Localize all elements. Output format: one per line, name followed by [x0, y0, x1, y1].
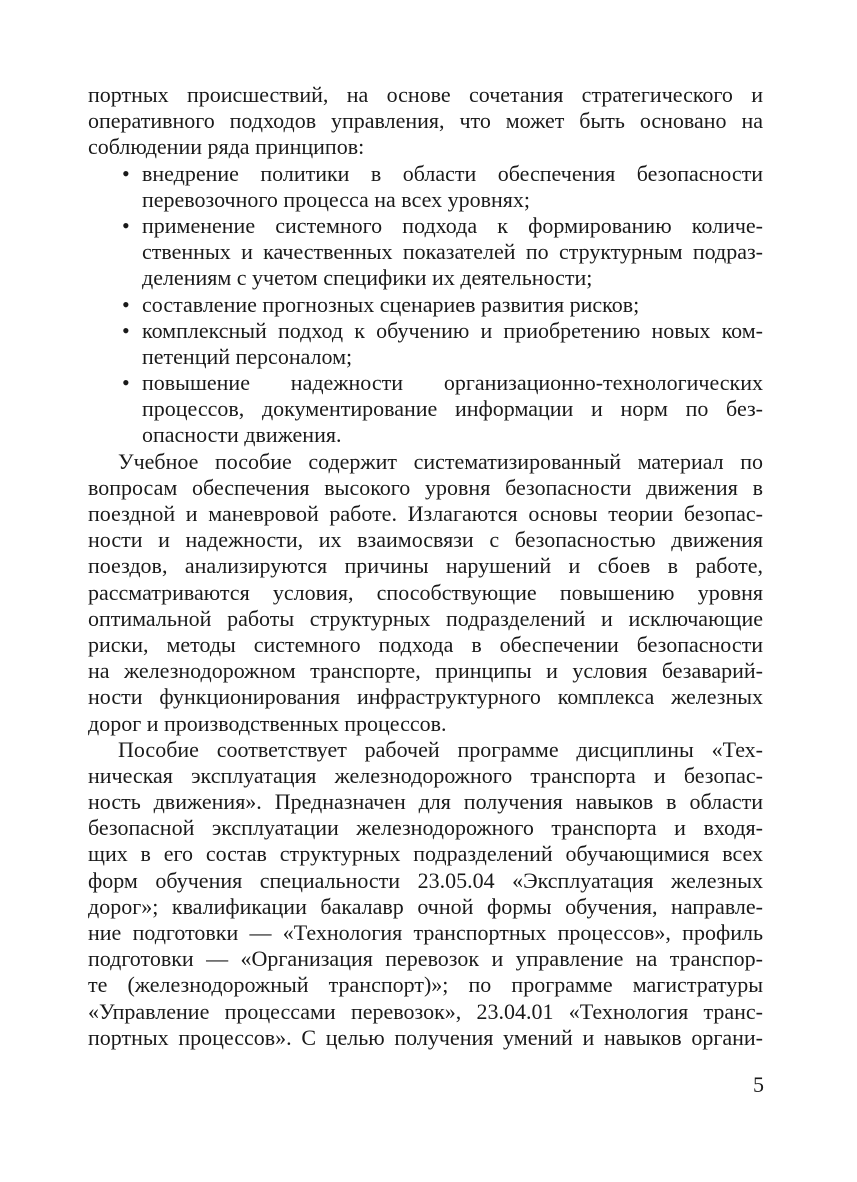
text-line: петенций персоналом; — [142, 343, 353, 369]
text-line: на железнодорожном транспорте, принципы и условия безаварий- — [88, 658, 763, 684]
text-line — [88, 161, 763, 187]
text-line: соблюдении ряда принципов: — [88, 134, 365, 160]
list-item-text: применение системного подхода к формированию количе- — [142, 212, 763, 238]
text-line: дорог и производственных процессов. — [88, 710, 447, 736]
text-line: рассматриваются условия, способствующие повышению уровня — [88, 579, 763, 605]
list-item-text: внедрение политики в области обеспечения безопасности — [142, 160, 763, 186]
text-line: оптимальной работы структурных подразделений и исключающие — [88, 605, 763, 631]
principles-list — [88, 161, 763, 449]
text-line: «Управление процессами перевозок», 23.04.01 «Технология транс- — [88, 998, 763, 1024]
list-item — [88, 161, 763, 213]
text-line: риски, методы системного подхода в обеспечении безопасности — [88, 631, 763, 657]
text-line: поездов, анализируются причины нарушений и сбоев в работе, — [88, 553, 763, 579]
bullet-marker: • — [122, 291, 130, 317]
paragraph-2 — [88, 737, 763, 1051]
text-line — [88, 370, 763, 396]
text-line: щих в его состав структурных подразделений обучающимися всех — [88, 841, 763, 867]
bullet-marker: • — [122, 212, 130, 238]
text-line — [88, 292, 763, 318]
bullet-marker: • — [122, 370, 130, 396]
text-line: ническая эксплуатация железнодорожного транспорта и безопас- — [88, 762, 763, 788]
text-line: ние подготовки — «Технология транспортных процессов», профиль — [88, 920, 763, 945]
intro-paragraph — [88, 82, 763, 161]
text-line: оперативного подходов управления, что может быть основано на — [88, 108, 763, 134]
text-line: Учебное пособие содержит систематизированный материал по — [118, 448, 763, 474]
text-line: дорог»; квалификации бакалавр очной формы обучения, направле- — [88, 893, 763, 919]
bullet-marker: • — [122, 317, 130, 343]
text-line — [88, 213, 763, 239]
page-number: 5 — [753, 1072, 764, 1097]
page-body — [88, 82, 763, 1051]
text-line: подготовки — «Организация перевозок и управление на транспор- — [88, 946, 763, 972]
text-line — [88, 318, 763, 344]
list-item — [88, 292, 763, 318]
list-item — [88, 318, 763, 370]
text-line: безопасной эксплуатации железнодорожного транспорта и входя- — [88, 815, 763, 841]
text-line: опасности движения. — [142, 422, 342, 448]
list-item — [88, 370, 763, 449]
text-line: поездной и маневровой работе. Излагаются основы теории безопас- — [88, 501, 763, 526]
text-line: ственных и качественных показателей по структурным подраз- — [142, 239, 763, 265]
bullet-marker: • — [122, 160, 130, 186]
text-line: портных происшествий, на основе сочетания стратегического и — [88, 82, 763, 107]
list-item-text: повышение надежности организационно-технологических — [142, 370, 763, 396]
text-line: делениям с учетом специфики их деятельности; — [142, 265, 593, 291]
text-line: процессов, документирование информации и норм по без- — [142, 396, 763, 422]
text-line: ность движения». Предназначен для получения навыков в области — [88, 789, 763, 815]
list-item — [88, 213, 763, 292]
text-line: Пособие соответствует рабочей программе дисциплины «Тех- — [118, 736, 763, 762]
paragraph-1 — [88, 449, 763, 737]
list-item-text: составление прогнозных сценариев развития рисков; — [142, 291, 640, 317]
text-line: ности и надежности, их взаимосвязи с безопасностью движения — [88, 527, 763, 553]
text-line: портных процессов». С целью получения умений и навыков органи- — [88, 1024, 763, 1050]
text-line: форм обучения специальности 23.05.04 «Эксплуатация железных — [88, 867, 763, 893]
text-line: перевозочного процесса на всех уровнях; — [142, 186, 530, 212]
list-item-text: комплексный подход к обучению и приобретению новых ком- — [142, 317, 763, 343]
text-line: вопросам обеспечения высокого уровня безопасности движения в — [88, 474, 763, 500]
text-line: ности функционирования инфраструктурного комплекса железных — [88, 684, 763, 710]
text-line: те (железнодорожный транспорт)»; по программе магистратуры — [88, 972, 763, 998]
